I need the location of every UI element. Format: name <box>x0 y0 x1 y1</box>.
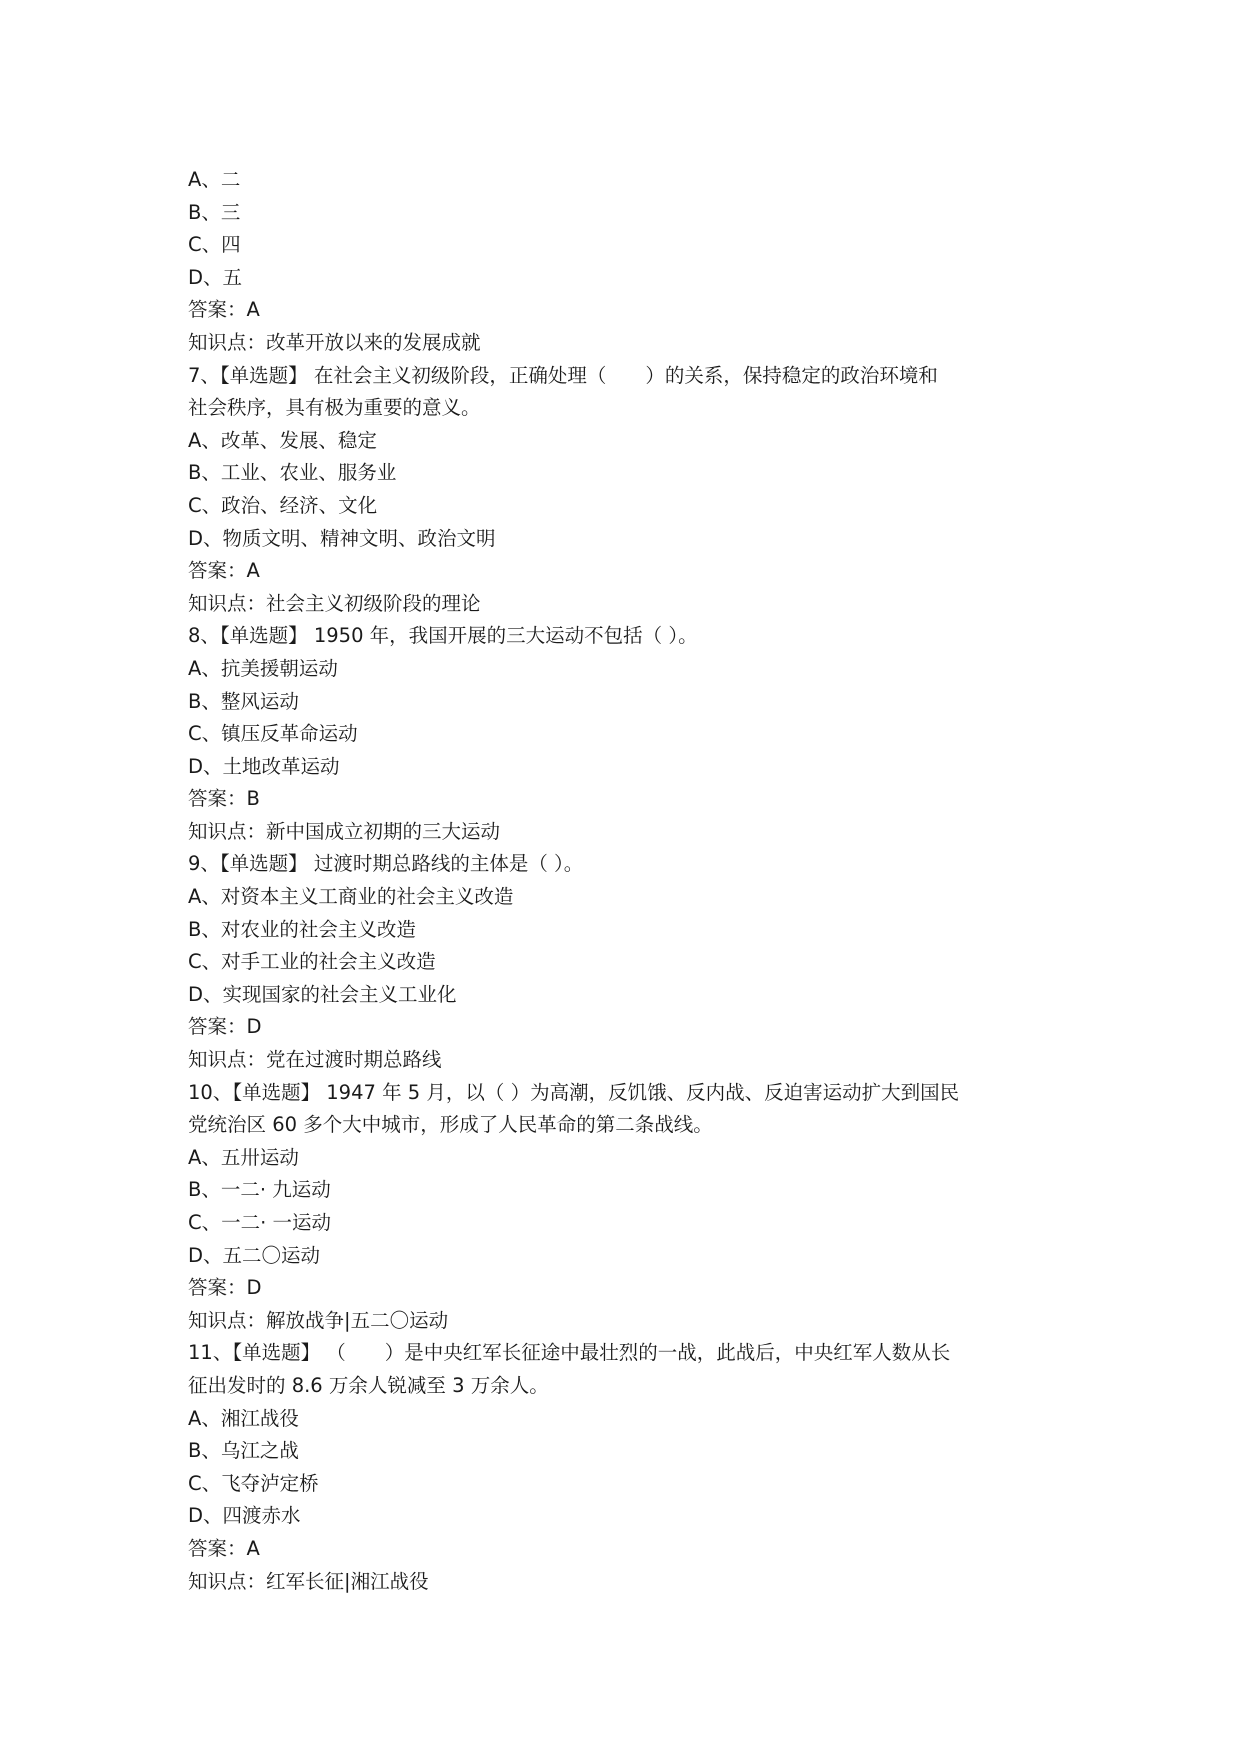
knowledge-point: 知识点：解放战争|五二〇运动 <box>188 1308 449 1332</box>
question-stem: 7、【单选题】 在社会主义初级阶段，正确处理（ ）的关系，保持稳定的政治环境和 <box>188 363 938 387</box>
knowledge-point: 知识点：社会主义初级阶段的理论 <box>188 591 481 615</box>
option-d: D、土地改革运动 <box>188 754 340 778</box>
question-stem: 8、【单选题】 1950 年，我国开展的三大运动不包括（ ）。 <box>188 624 698 648</box>
option-a: A、湘江战役 <box>188 1406 299 1430</box>
option-a: A、二 <box>188 168 241 191</box>
question-stem-continued: 征出发时的 8.6 万余人锐减至 3 万余人。 <box>188 1373 549 1397</box>
option-d: D、物质文明、精神文明、政治文明 <box>188 526 496 550</box>
question-stem: 9、【单选题】 过渡时期总路线的主体是（ ）。 <box>188 852 584 876</box>
option-a: A、改革、发展、稳定 <box>188 428 377 452</box>
answer: 答案：B <box>188 787 260 811</box>
option-c: C、飞夺泸定桥 <box>188 1471 319 1495</box>
option-a: A、对资本主义工商业的社会主义改造 <box>188 885 514 909</box>
option-c: C、镇压反革命运动 <box>188 722 358 746</box>
option-c: C、政治、经济、文化 <box>188 493 378 517</box>
option-b: B、对农业的社会主义改造 <box>188 917 416 941</box>
question-list <box>188 164 1058 1598</box>
question-stem: 11、【单选题】 （ ）是中央红军长征途中最壮烈的一战，此战后，中央红军人数从长 <box>188 1341 951 1365</box>
option-b: B、乌江之战 <box>188 1439 299 1463</box>
answer: 答案：D <box>188 1276 262 1300</box>
knowledge-point: 知识点：改革开放以来的发展成就 <box>188 330 481 354</box>
option-a: A、抗美援朝运动 <box>188 656 338 680</box>
knowledge-point: 知识点：新中国成立初期的三大运动 <box>188 819 501 843</box>
option-b: B、工业、农业、服务业 <box>188 461 397 485</box>
option-d: D、四渡赤水 <box>188 1504 301 1528</box>
question-stem: 10、【单选题】 1947 年 5 月，以（ ）为高潮，反饥饿、反内战、反迫害运动扩大到国民 <box>188 1080 960 1104</box>
answer: 答案：A <box>188 298 260 322</box>
answer: 答案：A <box>188 1536 260 1560</box>
option-b: B、一二· 九运动 <box>188 1178 331 1202</box>
option-c: C、四 <box>188 233 241 257</box>
option-c: C、一二· 一运动 <box>188 1211 332 1234</box>
question-stem-continued: 社会秩序，具有极为重要的意义。 <box>188 396 481 420</box>
knowledge-point: 知识点：党在过渡时期总路线 <box>188 1048 442 1072</box>
option-a: A、五卅运动 <box>188 1145 299 1169</box>
option-d: D、五二〇运动 <box>188 1243 321 1267</box>
question-stem-continued: 党统治区 60 多个大中城市，形成了人民革命的第二条战线。 <box>188 1113 713 1137</box>
answer: 答案：D <box>188 1015 262 1039</box>
answer: 答案：A <box>188 559 260 583</box>
option-d: D、五 <box>188 265 243 289</box>
option-b: B、整风运动 <box>188 689 299 713</box>
option-d: D、实现国家的社会主义工业化 <box>188 982 457 1006</box>
option-c: C、对手工业的社会主义改造 <box>188 950 436 974</box>
knowledge-point: 知识点：红军长征|湘江战役 <box>188 1569 429 1593</box>
option-b: B、三 <box>188 200 241 224</box>
